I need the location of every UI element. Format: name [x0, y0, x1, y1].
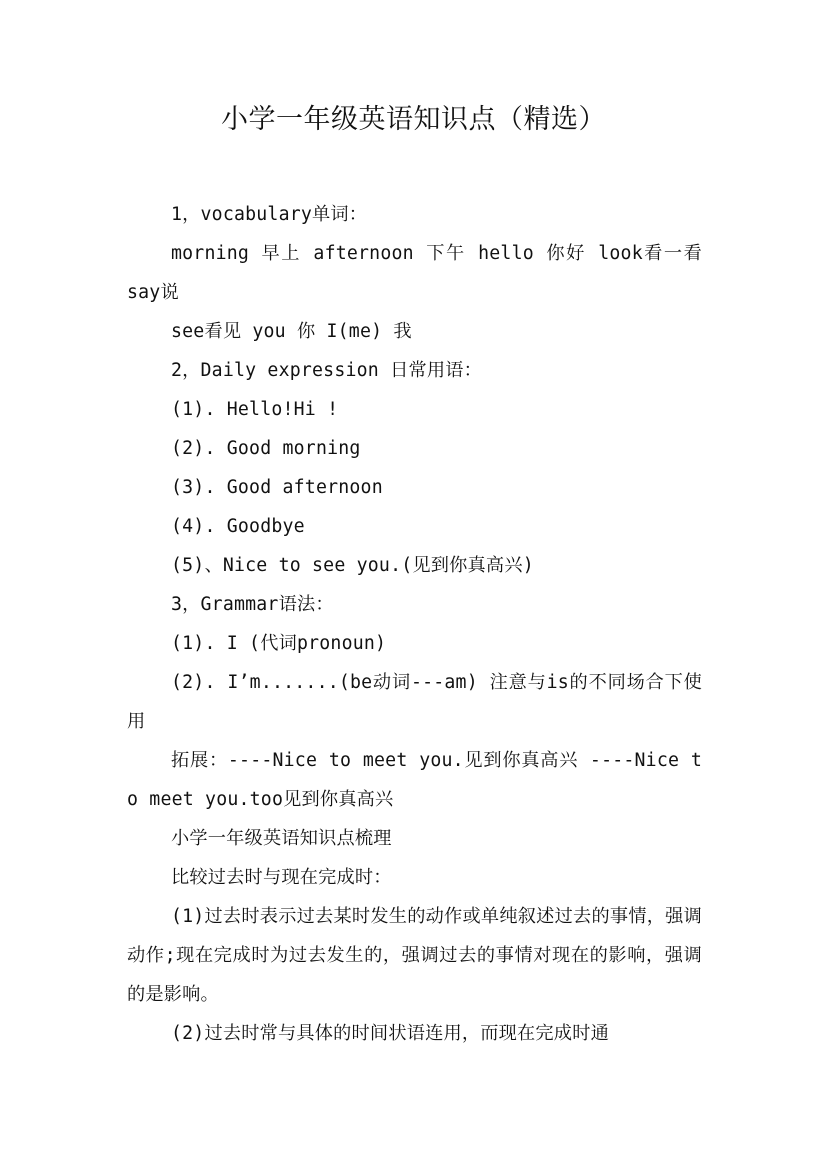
paragraph-vocabulary-line-2: see看见 you 你 I(me) 我	[171, 321, 412, 342]
paragraph-summary-heading: 小学一年级英语知识点梳理	[171, 828, 392, 849]
paragraph-comparison-heading: 比较过去时与现在完成时：	[171, 867, 392, 888]
paragraph-grammar-heading: 3，Grammar语法：	[171, 594, 334, 615]
paragraph-vocabulary-heading: 1，vocabulary单词：	[171, 204, 368, 225]
paragraph-expression-5: (5)、Nice to see you.(见到你真高兴)	[171, 555, 534, 576]
document-body	[127, 195, 702, 1053]
paragraph-comparison-2: (2)过去时常与具体的时间状语连用，而现在完成时通	[171, 1023, 609, 1044]
paragraph-expression-2: (2). Good morning	[171, 438, 361, 459]
paragraph-vocabulary-line-1: morning 早上 afternoon 下午 hello 你好 look看一看 say说	[127, 243, 702, 303]
paragraph-grammar-2: (2). I’m.......(be动词---am) 注意与is的不同场合下使用	[127, 672, 702, 732]
document-title: 小学一年级英语知识点（精选）	[221, 104, 606, 135]
paragraph-comparison-1: (1)过去时表示过去某时发生的动作或单纯叙述过去的事情，强调动作;现在完成时为过去发生的，强调过去的事情对现在的影响，强调的是影响。	[127, 906, 702, 1005]
paragraph-expression-4: (4). Goodbye	[171, 516, 305, 537]
paragraph-expression-3: (3). Good afternoon	[171, 477, 383, 498]
paragraph-daily-expression-heading: 2，Daily expression 日常用语：	[171, 360, 483, 381]
paragraph-grammar-1: (1). I (代词pronoun)	[171, 633, 387, 654]
paragraph-expression-1: (1). Hello!Hi !	[171, 399, 339, 420]
paragraph-extension: 拓展：----Nice to meet you.见到你真高兴 ----Nice to meet you.too见到你真高兴	[127, 750, 702, 810]
